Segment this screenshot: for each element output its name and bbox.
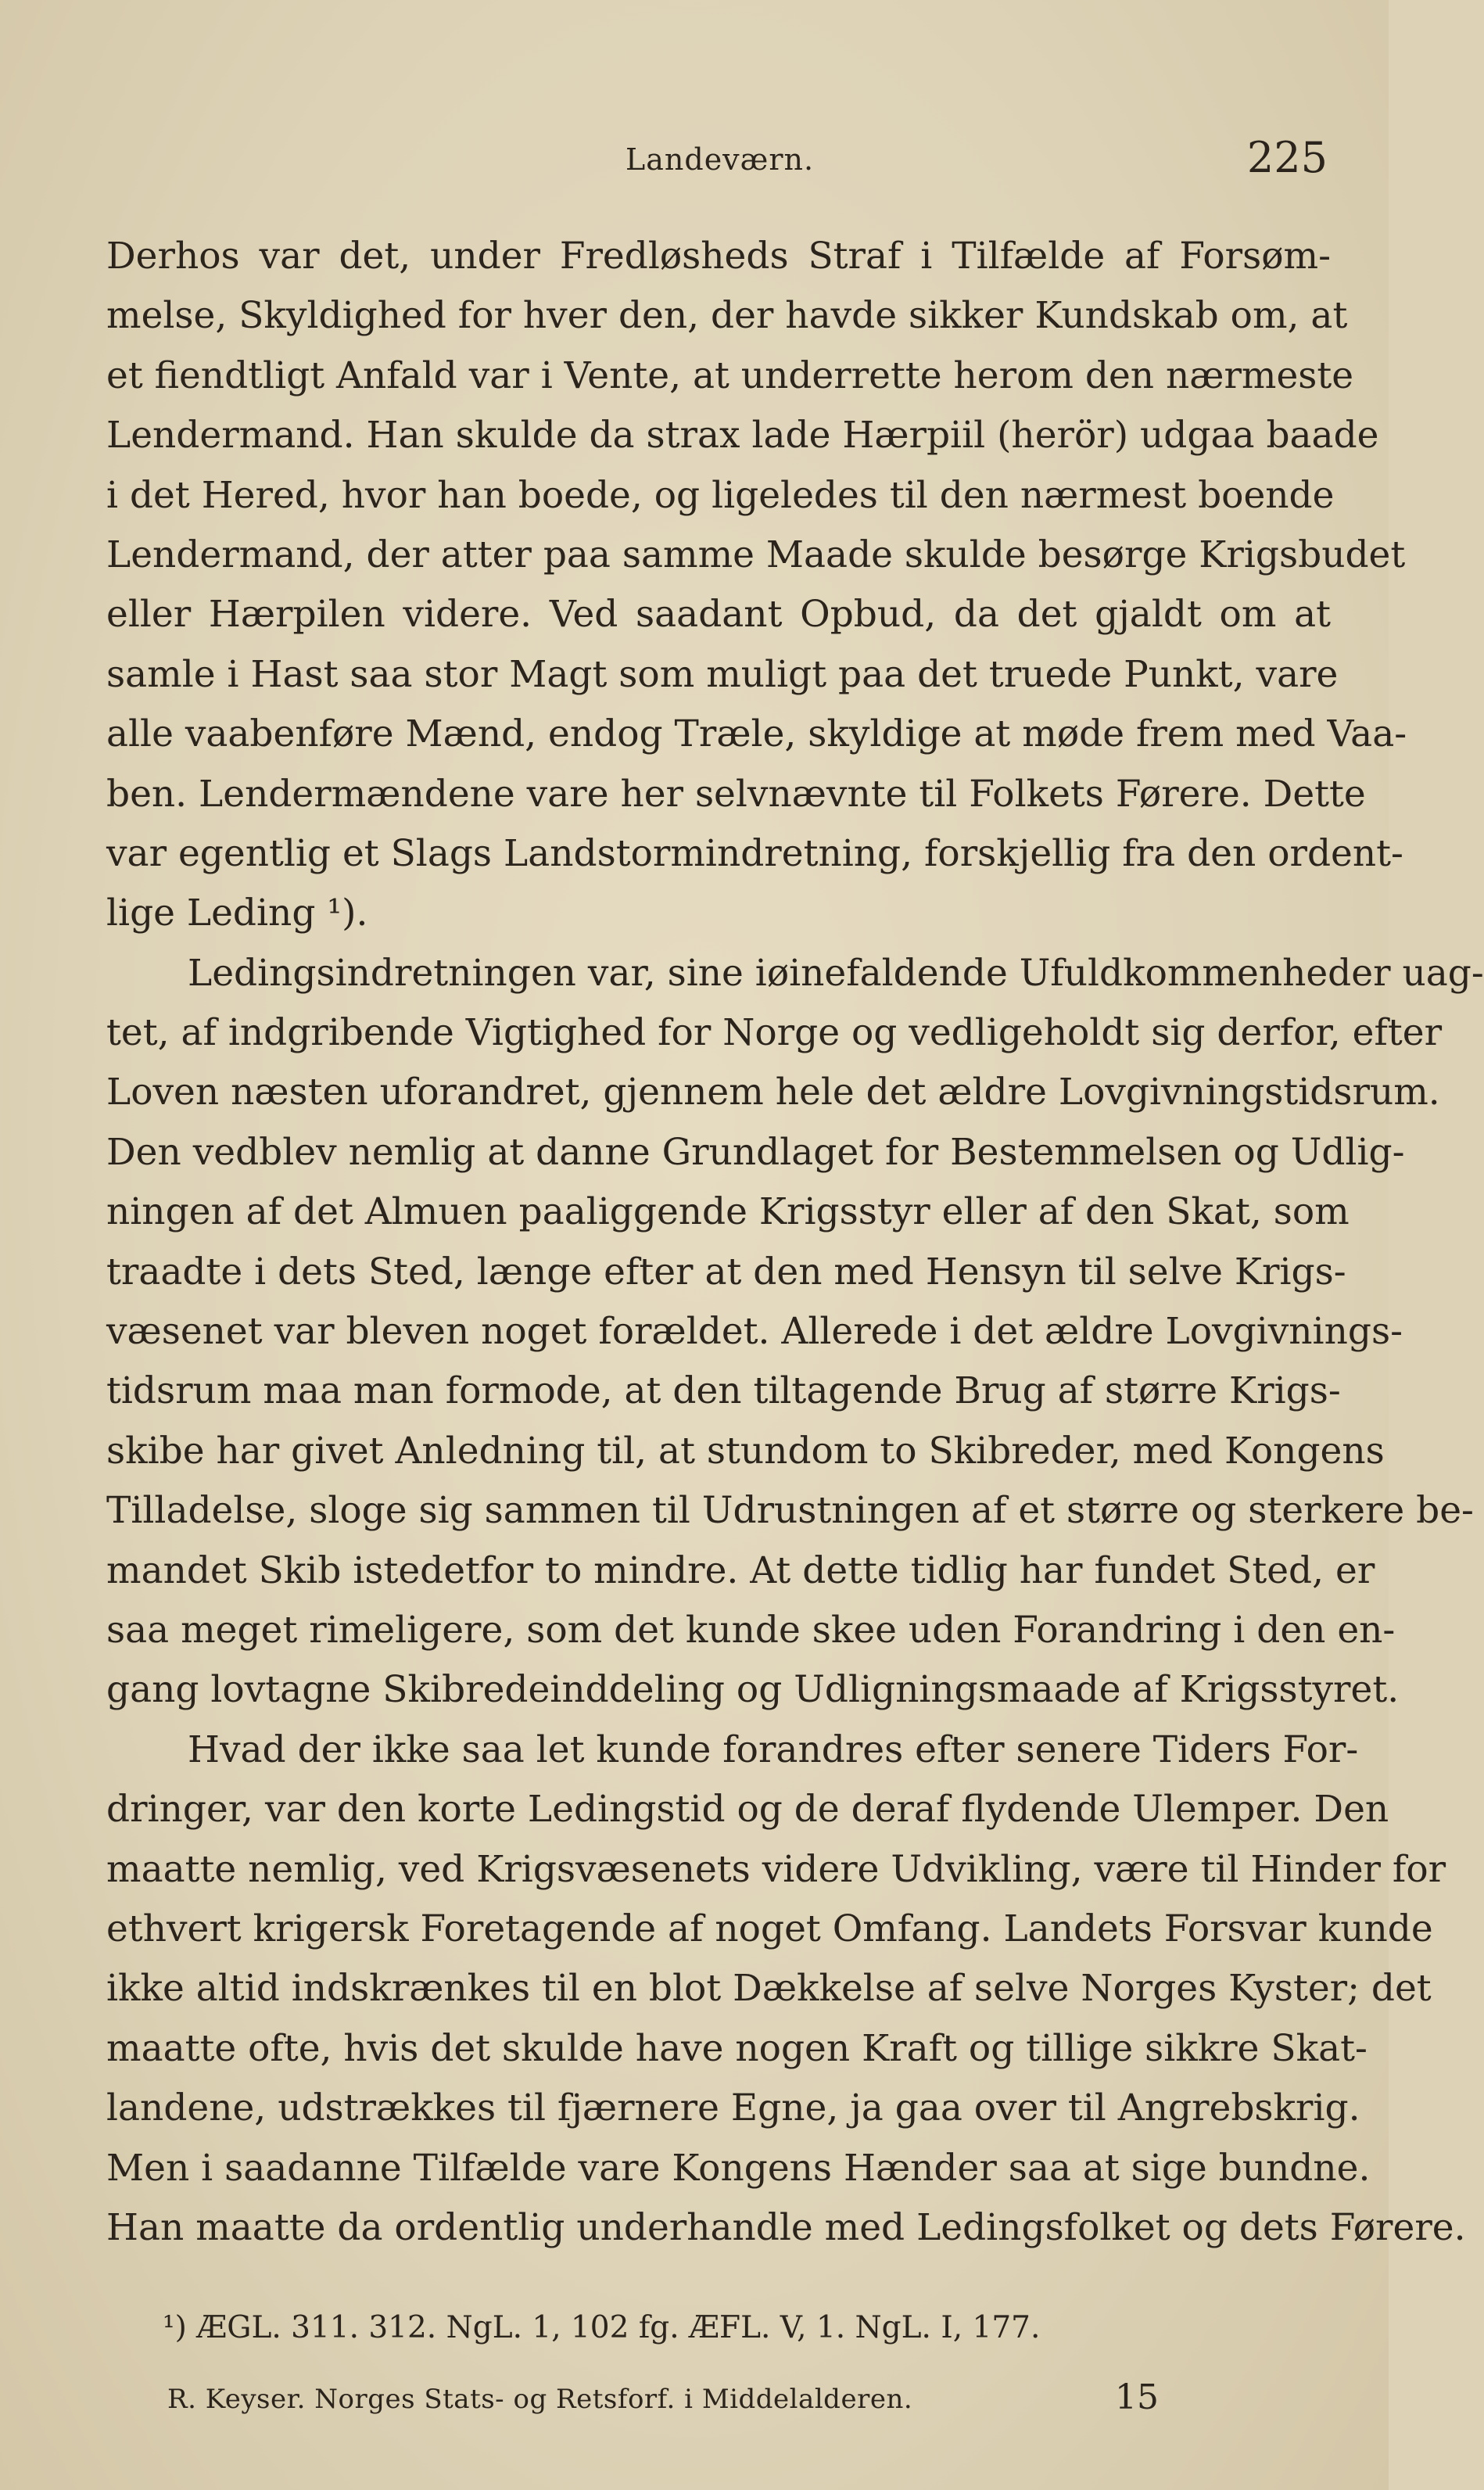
text-line: eller Hærpilen videre. Ved saadant Opbud, da det gjaldt om at: [106, 593, 1331, 637]
text-line: Den vedblev nemlig at danne Grundlaget for Bestemmelsen og Udlig-: [106, 1130, 1405, 1174]
text-line: melse, Skyldighed for hver den, der havde sikker Kundskab om, at: [106, 294, 1348, 338]
text-line: maatte nemlig, ved Krigsvæsenets videre Udvikling, være til Hinder for: [106, 1847, 1446, 1891]
text-line: lige Leding ¹).: [106, 892, 368, 935]
text-line: skibe har givet Anledning til, at stundom to Skibreder, med Kongens: [106, 1429, 1385, 1473]
body-text: [106, 227, 1484, 2258]
text-line: ethvert krigersk Foretagende af noget Omfang. Landets Forsvar kunde: [106, 1907, 1433, 1950]
text-line: saa meget rimeligere, som det kunde skee uden Forandring i den en-: [106, 1608, 1396, 1652]
running-head: [0, 133, 1389, 188]
text-line: dringer, var den korte Ledingstid og de deraf flydende Ulemper. Den: [106, 1788, 1389, 1832]
running-title: Landeværn.: [626, 142, 815, 177]
text-line: ningen af det Almuen paaliggende Krigsstyr eller af den Skat, som: [106, 1190, 1350, 1234]
text-line: Lendermand, der atter paa samme Maade skulde besørge Krigsbudet: [106, 533, 1406, 576]
text-line: Lendermand. Han skulde da strax lade Hærpiil (herör) udgaa baade: [106, 414, 1379, 457]
text-line: gang lovtagne Skibredeinddeling og Udligningsmaade af Krigsstyret.: [106, 1668, 1400, 1712]
text-line: Ledingsindretningen var, sine iøinefaldende Ufuldkommenheder uag-: [188, 951, 1484, 995]
text-line: mandet Skib istedetfor to mindre. At dette tidlig har fundet Sted, er: [106, 1548, 1375, 1592]
text-line: Men i saadanne Tilfælde vare Kongens Hænder saa at sige bundne.: [106, 2146, 1371, 2190]
text-line: var egentlig et Slags Landstormindretning, forskjellig fra den ordent-: [106, 831, 1403, 875]
text-line: tidsrum maa man formode, at den tiltagende Brug af større Krigs-: [106, 1369, 1341, 1413]
sheet-number: 15: [1115, 2377, 1159, 2417]
text-line: ikke altid indskrænkes til en blot Dækkelse af selve Norges Kyster; det: [106, 1967, 1432, 2011]
text-line: i det Hered, hvor han boede, og ligeledes til den nærmest boende: [106, 473, 1335, 517]
text-line: Hvad der ikke saa let kunde forandres efter senere Tiders For-: [188, 1728, 1359, 1771]
text-line: tet, af indgribende Vigtighed for Norge og vedligeholdt sig derfor, efter: [106, 1011, 1443, 1055]
text-line: landene, udstrækkes til fjærnere Egne, ja gaa over til Angrebskrig.: [106, 2086, 1360, 2130]
text-line: væsenet var bleven noget forældet. Allerede i det ældre Lovgivnings-: [106, 1310, 1403, 1354]
text-line: Han maatte da ordentlig underhandle med Ledingsfolket og dets Førere.: [106, 2205, 1466, 2249]
text-line: alle vaabenføre Mænd, endog Træle, skyldige at møde frem med Vaa-: [106, 712, 1407, 756]
text-line: traadte i dets Sted, længe efter at den med Hensyn til selve Krigs-: [106, 1250, 1346, 1293]
text-line: Tilladelse, sloge sig sammen til Udrustningen af et større og sterkere be-: [106, 1489, 1474, 1533]
text-line: Derhos var det, under Fredløsheds Straf i Tilfælde af Forsøm-: [106, 235, 1331, 278]
text-line: samle i Hast saa stor Magt som muligt paa det truede Punkt, vare: [106, 652, 1339, 696]
page-number: 225: [1246, 133, 1328, 182]
text-line: et fiendtligt Anfald var i Vente, at underrette herom den nærmeste: [106, 353, 1354, 397]
footnote: ¹) ÆGL. 311. 312. NgL. 1, 102 fg. ÆFL. V, 1. NgL. I, 177.: [163, 2310, 1041, 2345]
text-line: ben. Lendermændene vare her selvnævnte til Folkets Førere. Dette: [106, 772, 1366, 816]
text-line: maatte ofte, hvis det skulde have nogen Kraft og tillige sikkre Skat-: [106, 2026, 1368, 2070]
printer-signature-line: [167, 2377, 1168, 2421]
text-line: Loven næsten uforandret, gjennem hele det ældre Lovgivningstidsrum.: [106, 1071, 1440, 1114]
footer-signature: R. Keyser. Norges Stats- og Retsforf. i Middelalderen.: [167, 2384, 913, 2415]
